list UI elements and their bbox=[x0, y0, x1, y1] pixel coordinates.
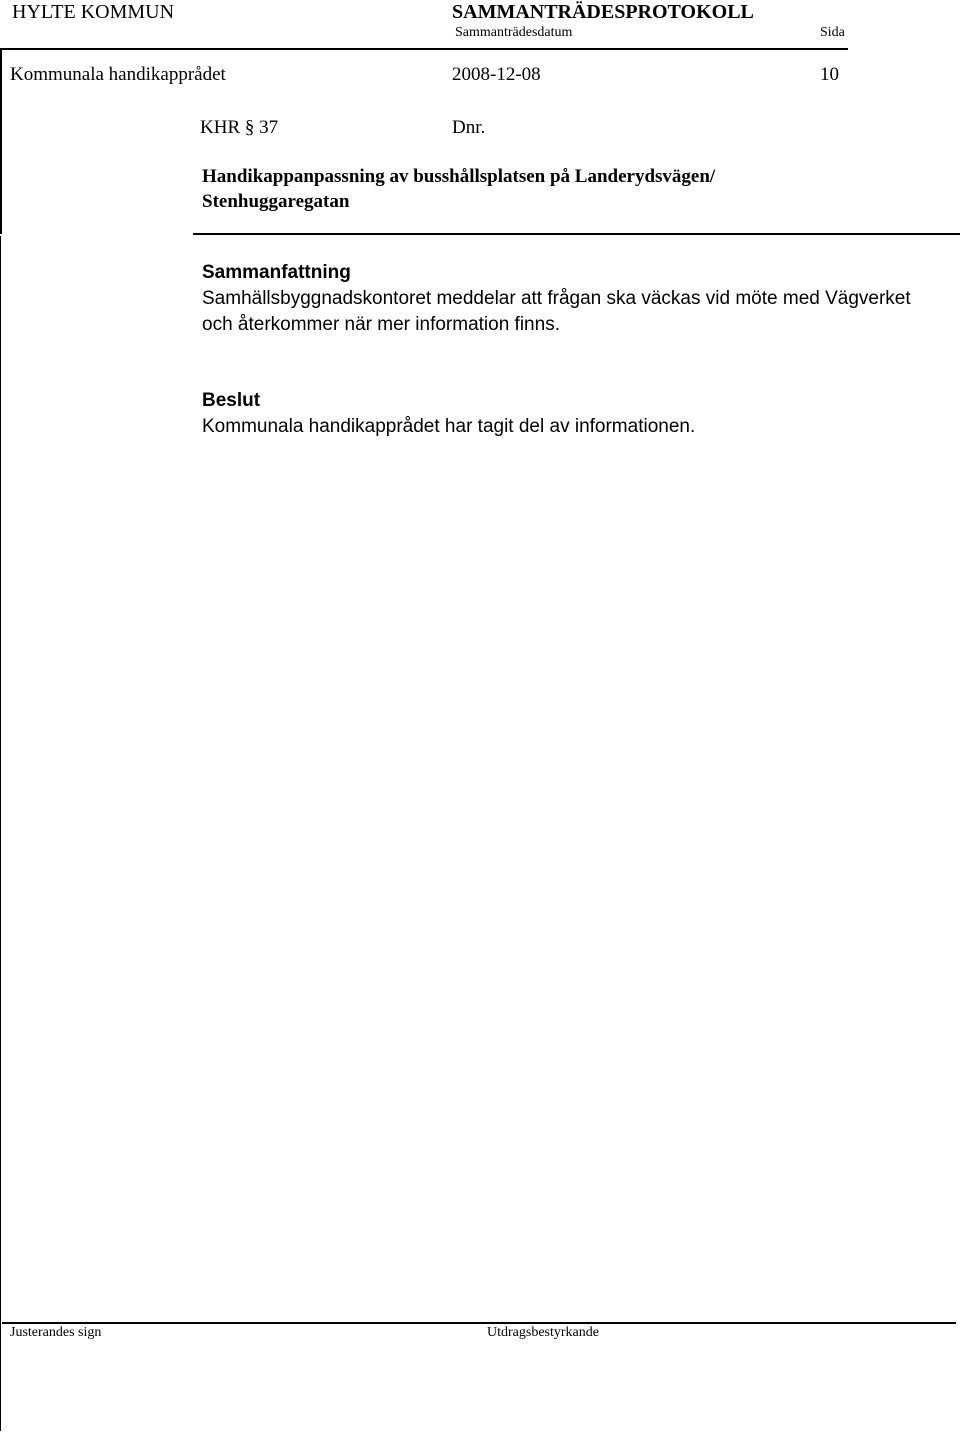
meeting-date-label: Sammanträdesdatum bbox=[455, 25, 573, 40]
signature-label: Justerandes sign bbox=[10, 1325, 102, 1340]
item-code: KHR § 37 bbox=[200, 117, 279, 138]
org-name: HYLTE KOMMUN bbox=[12, 1, 175, 23]
page-label: Sida bbox=[820, 25, 845, 40]
document-type: SAMMANTRÄDESPROTOKOLL bbox=[452, 1, 754, 23]
extract-certification-label: Utdragsbestyrkande bbox=[487, 1325, 599, 1340]
committee-name: Kommunala handikapprådet bbox=[10, 64, 226, 85]
summary-line2: och återkommer när mer information finns. bbox=[202, 314, 560, 335]
decision-heading: Beslut bbox=[202, 390, 261, 411]
title-rule bbox=[193, 233, 960, 235]
item-title-line2: Stenhuggaregatan bbox=[202, 191, 350, 212]
meeting-date: 2008-12-08 bbox=[452, 64, 541, 85]
header-top-rule bbox=[0, 48, 848, 50]
decision-text: Kommunala handikapprådet har tagit del av informationen. bbox=[202, 416, 696, 437]
left-margin-rule bbox=[0, 236, 1, 1431]
summary-line1: Samhällsbyggnadskontoret meddelar att frågan ska väckas vid möte med Vägverket bbox=[202, 288, 911, 309]
header-left-rule bbox=[0, 48, 2, 234]
dnr-label: Dnr. bbox=[452, 117, 486, 138]
footer-rule bbox=[2, 1322, 956, 1324]
summary-heading: Sammanfattning bbox=[202, 262, 351, 283]
page-number: 10 bbox=[820, 64, 839, 85]
item-title-line1: Handikappanpassning av busshållsplatsen på Landerydsvägen/ bbox=[202, 166, 716, 187]
